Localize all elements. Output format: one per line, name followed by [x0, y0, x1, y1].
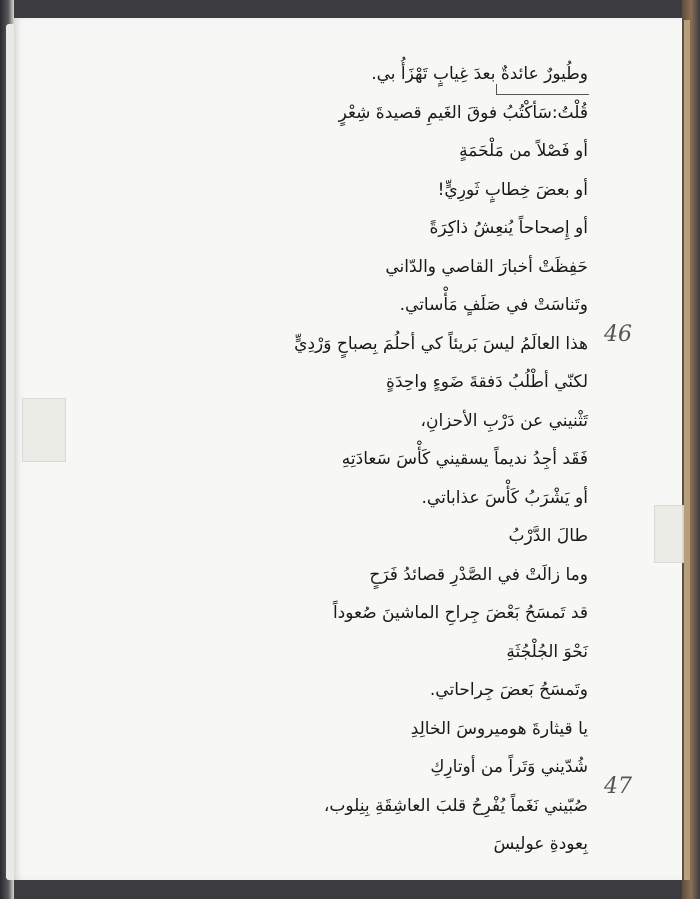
poem-line-7: وتَناسَتْ في صَلَفٍ مَأْساتي.	[399, 295, 588, 315]
poem-line-9: لكنّي أطْلُبُ دَفقةَ ضَوءٍ واحِدَةٍ	[386, 372, 588, 392]
poem-text	[148, 60, 588, 869]
poem-line-5: أو إِصحاحاً يُنعِشُ ذاكِرَةً	[429, 218, 588, 238]
cover-edge-strip	[684, 20, 690, 880]
poem-line-16: نَحْوَ الجُلْجُثَةِ	[506, 641, 588, 662]
poem-line-20: صُبّيني نَغَماً يُفْرِحُ قلبَ العاشِقَةِ بِنِلوب،	[323, 795, 588, 816]
poem-line-3: أو فَصْلاً من مَلْحَمَةٍ	[459, 141, 588, 161]
tape-mark-left	[22, 398, 66, 462]
poem-line-15: قد تَمسَحُ بَعْضَ جِراحِ الماشينَ صُعوداً	[332, 603, 588, 623]
poem-line-18: يا قيثارةَ هوميروسَ الخالِدِ	[410, 718, 588, 739]
poem-line-1: وطُيورٌ عائدةٌ بعدَ غِيابٍ تَهْزَأُ بي.	[371, 64, 588, 84]
poem-line-2: قُلْتُ:سَأكْتُبُ فوقَ الغَيمِ قصيدةَ شِعْرٍ	[338, 102, 588, 123]
poem-line-11: فَقَد أجِدُ نديماً يسقيني كَأْسَ سَعادَتِهِ	[341, 449, 588, 469]
poem-line-14: وما زالَتْ في الصَّدْرِ قصائدُ فَرَحٍ	[369, 564, 588, 585]
poem-line-13: طالَ الدَّرْبُ	[508, 526, 588, 546]
handwritten-page-number-47: 47	[604, 774, 632, 799]
poem-line-12: أو يَشْرَبُ كَأْسَ عذاباتي.	[421, 487, 588, 508]
poem-line-10: تَثْنيني عن دَرْبِ الأحزانِ،	[420, 410, 588, 431]
poem-line-21: بِعودةِ عوليسَ	[493, 834, 588, 854]
poem-line-19: شُدّيني وَتَراً من أوتارِكِ	[430, 757, 588, 777]
book-cover-edge	[682, 0, 700, 899]
poem-line-6: حَفِظَتْ أخبارَ القاصي والدّاني	[385, 256, 588, 277]
tape-mark-right	[654, 505, 684, 563]
poem-line-4: أو بعضَ خِطابٍ ثَورِيٍّ!	[437, 179, 588, 200]
handwritten-page-number-46: 46	[604, 322, 632, 347]
poem-line-17: وتَمسَحُ بَعضَ جِراحاتي.	[429, 680, 588, 700]
poem-line-8: هذا العالَمُ ليسَ بَريئاً كي أحلُمَ بِصباحٍ وَرْدِيٍّ	[294, 333, 588, 354]
